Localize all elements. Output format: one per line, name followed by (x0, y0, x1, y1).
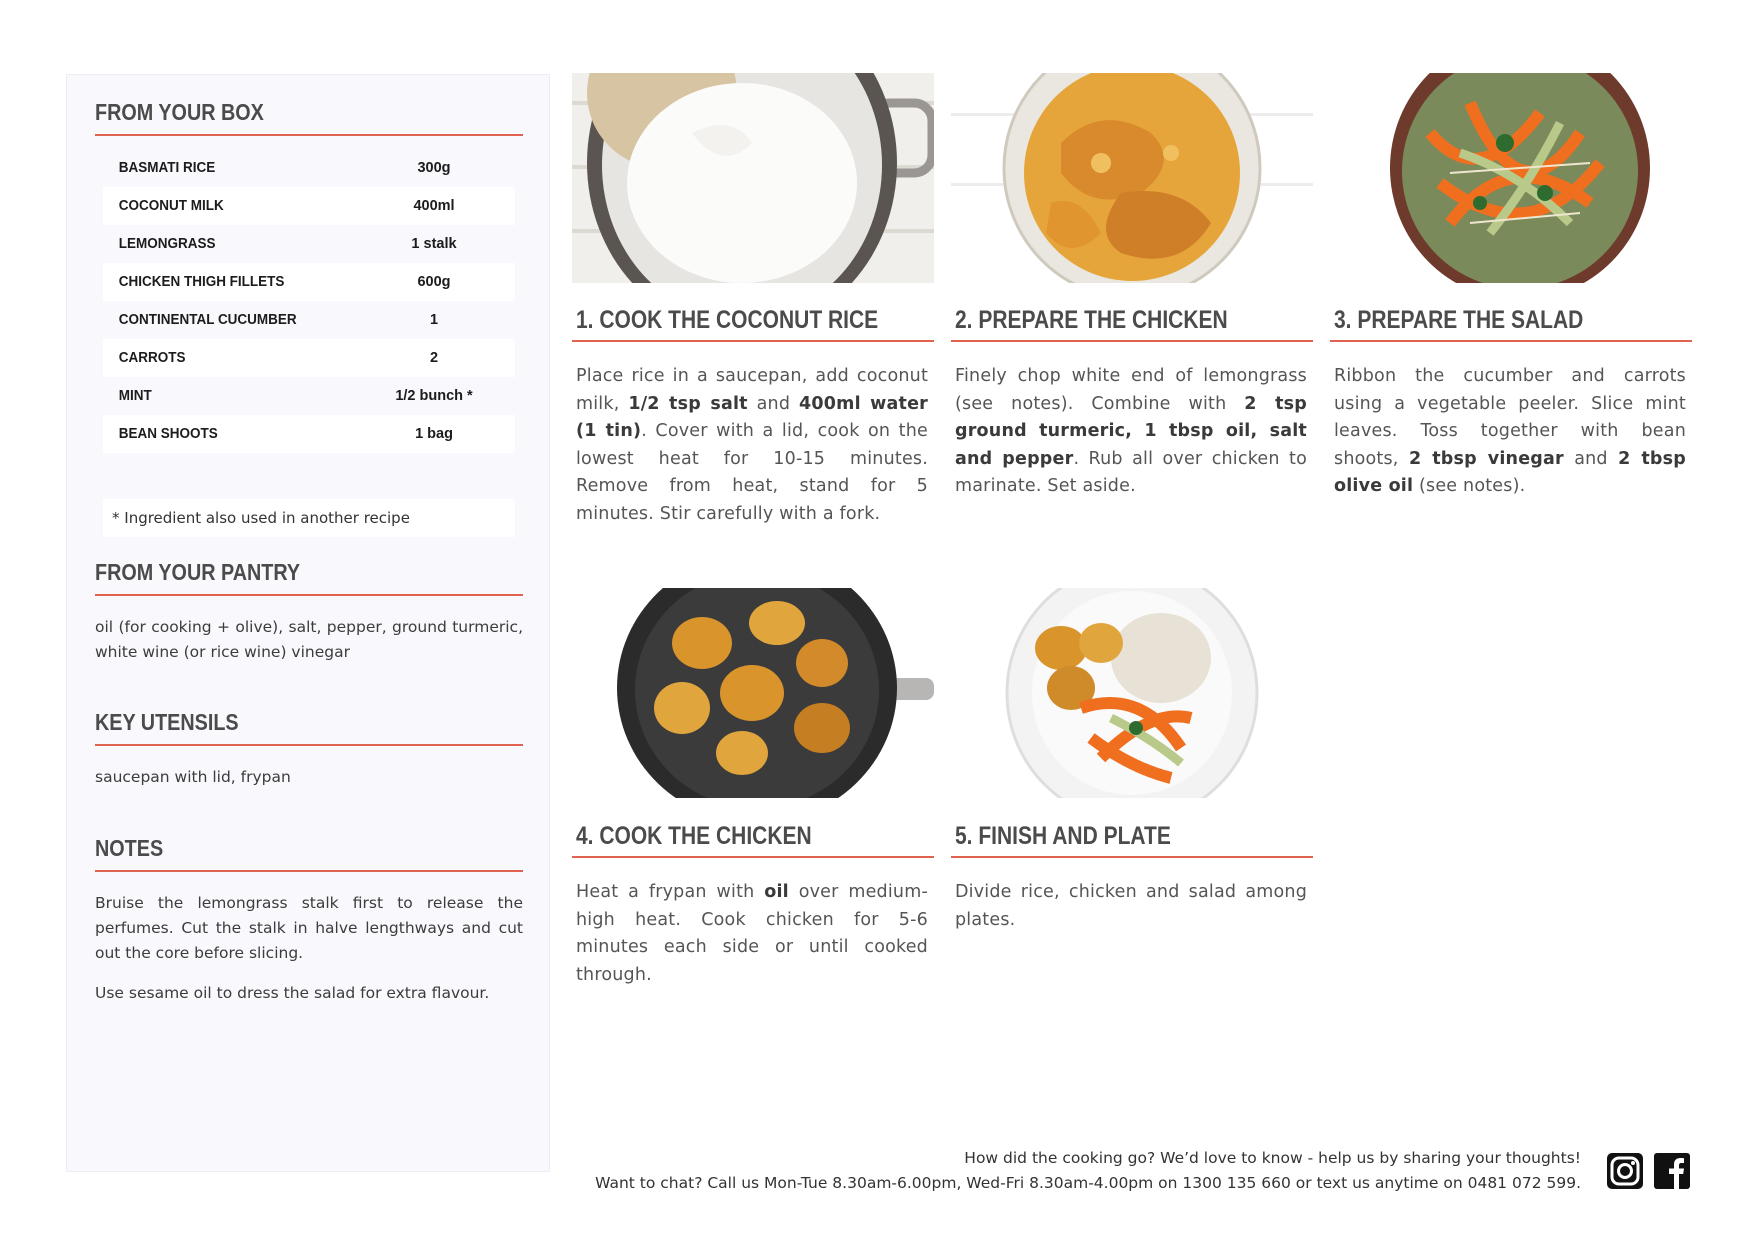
ingredient-row (103, 225, 515, 263)
ingredient-qty: 600g (417, 274, 451, 290)
ingredient-qty: 1/2 bunch * (395, 388, 473, 404)
utensils-text: saucepan with lid, frypan (95, 768, 291, 786)
ingredient-name: MINT (118, 388, 152, 404)
bold-quantity: 400ml water (1 tin) (576, 393, 928, 441)
shared-ingredient-footnote: * Ingredient also used in another recipe (103, 499, 515, 537)
feedback-footer (595, 1146, 1581, 1196)
ingredient-qty: 1 (429, 312, 439, 328)
step-4-title: 4. COOK THE CHICKEN (576, 822, 812, 850)
ingredient-row (103, 187, 515, 225)
ingredient-name: CONTINENTAL CUCUMBER (118, 312, 297, 328)
step-3-body (1334, 363, 1686, 501)
step-5-title: 5. FINISH AND PLATE (955, 822, 1171, 850)
step-divider (572, 340, 934, 342)
section-divider (95, 870, 523, 872)
bold-quantity: 2 tsp ground turmeric, 1 tbsp oil, salt and pepper (955, 393, 1307, 469)
pantry-text: oil (for cooking + olive), salt, pepper, ground turmeric, white wine (or rice wine) vinegar (95, 618, 523, 661)
instagram-icon[interactable] (1606, 1152, 1644, 1190)
step-2-body (955, 363, 1307, 501)
step-1-title: 1. COOK THE COCONUT RICE (576, 306, 879, 334)
from-your-pantry-title: FROM YOUR PANTRY (95, 559, 301, 585)
step-text: Heat a frypan with (576, 882, 765, 902)
ingredient-qty: 1 bag (415, 426, 453, 442)
notes-paragraph: Bruise the lemongrass stalk first to release the perfumes. Cut the stalk in halve lengthways and cut out the core before slicing. (95, 894, 523, 962)
notes-title: NOTES (95, 835, 164, 861)
step-3-title: 3. PREPARE THE SALAD (1334, 306, 1584, 334)
step-divider (951, 856, 1313, 858)
from-your-box-title: FROM YOUR BOX (95, 99, 264, 125)
ingredient-qty: 2 (429, 350, 439, 366)
ingredient-row (103, 339, 515, 377)
ingredient-name: BASMATI RICE (118, 160, 216, 176)
ingredient-qty: 400ml (413, 198, 455, 214)
feedback-line: How did the cooking go? We’d love to know - help us by sharing your thoughts! (964, 1149, 1581, 1167)
ingredient-name: CHICKEN THIGH FILLETS (118, 274, 285, 290)
ingredient-qty: 1 stalk (411, 236, 457, 252)
step-text: . Cover with a lid, cook on the lowest heat for 10-15 minutes. Remove from heat, stand for 5 minutes. Stir carefully with a fork. (576, 421, 928, 524)
step-4-body (576, 879, 928, 989)
ingredient-qty: 300g (417, 160, 451, 176)
bold-quantity: oil (764, 882, 789, 902)
section-divider (95, 744, 523, 746)
section-divider (95, 134, 523, 136)
ingredient-row (103, 377, 515, 415)
step-5-body (955, 879, 1307, 934)
notes-paragraph: Use sesame oil to dress the salad for extra flavour. (95, 984, 490, 1002)
bold-quantity: 2 tbsp vinegar (1408, 448, 1564, 469)
step-2-title: 2. PREPARE THE CHICKEN (955, 306, 1228, 334)
ingredient-row (103, 149, 515, 187)
section-divider (95, 594, 523, 596)
step-divider (1330, 340, 1692, 342)
ingredient-row (103, 263, 515, 301)
ingredient-name: CARROTS (118, 350, 186, 366)
ingredient-name: COCONUT MILK (118, 198, 224, 214)
step-divider (951, 340, 1313, 342)
ingredient-name: BEAN SHOOTS (118, 426, 218, 442)
step-1-body (576, 363, 928, 528)
step-divider (572, 856, 934, 858)
step-text: over medium-high heat. Cook chicken for 5-6 minutes each side or until cooked through. (576, 882, 928, 985)
step-text: and (1563, 448, 1619, 469)
step-text: (see notes). (1413, 476, 1526, 496)
step-text: . Rub all over chicken to marinate. Set aside. (955, 448, 1307, 496)
bold-quantity: 2 tbsp olive oil (1334, 448, 1686, 496)
chicken-in-frypan-photo (572, 588, 934, 798)
ingredient-table (103, 149, 515, 453)
contact-line: Want to chat? Call us Mon-Tue 8.30am-6.00pm, Wed-Fri 8.30am-4.00pm on 1300 135 660 or text us anytime on 0481 072 599. (595, 1174, 1581, 1192)
step-text: Divide rice, chicken and salad among plates. (955, 882, 1307, 930)
ingredients-sidebar (66, 74, 550, 1172)
ingredient-name: LEMONGRASS (118, 236, 216, 252)
step-text: Place rice in a saucepan, add coconut milk, (576, 366, 928, 414)
key-utensils-title: KEY UTENSILS (95, 709, 239, 735)
bold-quantity: 1/2 tsp salt (628, 393, 748, 414)
saucepan-rice-coconut-photo (572, 73, 934, 283)
step-text: and (747, 393, 799, 414)
marinated-chicken-bowl-photo (951, 73, 1313, 283)
ingredient-row (103, 301, 515, 339)
step-text: Ribbon the cucumber and carrots using a vegetable peeler. Slice mint leaves. Toss together with bean shoots, (1334, 366, 1686, 469)
plated-dish-photo (951, 588, 1313, 798)
step-text: Finely chop white end of lemongrass (see notes). Combine with (955, 366, 1307, 414)
ingredient-row (103, 415, 515, 453)
facebook-icon[interactable] (1653, 1152, 1691, 1190)
salad-bowl-photo (1330, 73, 1692, 283)
